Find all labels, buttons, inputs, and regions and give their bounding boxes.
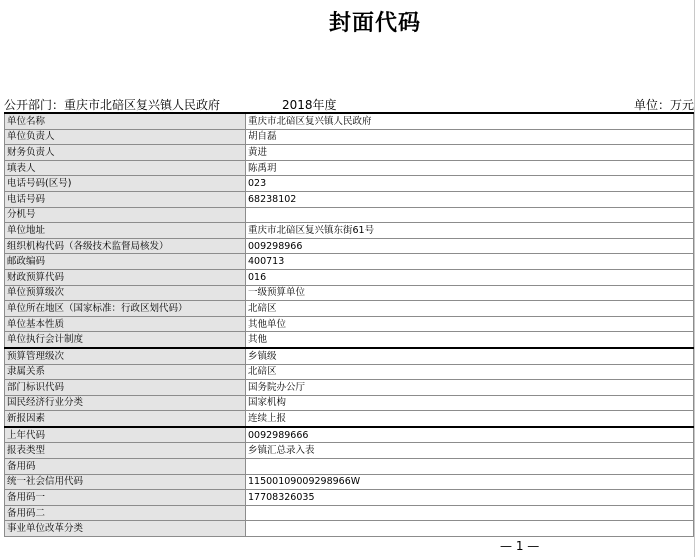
table-row xyxy=(5,129,694,145)
field-value: 连续上报 xyxy=(246,411,694,427)
table-row xyxy=(5,411,694,427)
field-value: 重庆市北碚区复兴镇人民政府 xyxy=(246,113,694,129)
table-row xyxy=(5,348,694,364)
field-label: 国民经济行业分类 xyxy=(5,395,246,411)
field-label: 邮政编码 xyxy=(5,254,246,270)
table-row xyxy=(5,395,694,411)
table-row xyxy=(5,160,694,176)
field-value: 陈禹玥 xyxy=(246,160,694,176)
table-row xyxy=(5,521,694,537)
table-row xyxy=(5,474,694,490)
table-row xyxy=(5,332,694,348)
page-title: 封面代码 xyxy=(328,11,421,36)
page-right-border xyxy=(694,0,695,557)
department-label: 公开部门：重庆市北碚区复兴镇人民政府 xyxy=(4,98,221,112)
field-label: 备用码 xyxy=(5,459,246,475)
field-label: 上年代码 xyxy=(5,427,246,443)
field-value: 国家机构 xyxy=(246,395,694,411)
table-row xyxy=(5,269,694,285)
field-value xyxy=(246,207,694,223)
table-row xyxy=(5,364,694,380)
table-row xyxy=(5,238,694,254)
field-label: 备用码二 xyxy=(5,505,246,521)
field-label: 隶属关系 xyxy=(5,364,246,380)
field-value: 黄进 xyxy=(246,145,694,161)
table-row xyxy=(5,285,694,301)
table-row xyxy=(5,459,694,475)
field-value: 68238102 xyxy=(246,191,694,207)
field-label: 预算管理级次 xyxy=(5,348,246,364)
field-value: 016 xyxy=(246,269,694,285)
field-value: 国务院办公厅 xyxy=(246,380,694,396)
field-label: 电话号码 xyxy=(5,191,246,207)
table-row xyxy=(5,380,694,396)
table-row xyxy=(5,176,694,192)
field-value: 北碚区 xyxy=(246,364,694,380)
table-row xyxy=(5,443,694,459)
field-label: 单位基本性质 xyxy=(5,316,246,332)
report-header xyxy=(4,96,694,112)
field-value: 17708326035 xyxy=(246,490,694,506)
field-label: 组织机构代码（各级技术监督局核发） xyxy=(5,238,246,254)
field-label: 单位所在地区（国家标准：行政区划代码） xyxy=(5,301,246,317)
table-row xyxy=(5,113,694,129)
table-row xyxy=(5,145,694,161)
field-value: 115001090092989​66W xyxy=(246,474,694,490)
field-label: 事业单位改革分类 xyxy=(5,521,246,537)
field-value: 023 xyxy=(246,176,694,192)
field-value: 其他 xyxy=(246,332,694,348)
report-year: 2018年度 xyxy=(282,98,337,112)
field-label: 单位执行会计制度 xyxy=(5,332,246,348)
table-row xyxy=(5,316,694,332)
field-label: 单位负责人 xyxy=(5,129,246,145)
field-value: 乡镇级 xyxy=(246,348,694,364)
field-value: 重庆市北碚区复兴镇东街61号 xyxy=(246,223,694,239)
cover-code-table-body xyxy=(5,113,694,537)
field-value: 北碚区 xyxy=(246,301,694,317)
field-value: 乡镇汇总录入表 xyxy=(246,443,694,459)
field-value: 400713 xyxy=(246,254,694,270)
field-label: 单位地址 xyxy=(5,223,246,239)
table-row xyxy=(5,223,694,239)
field-label: 报表类型 xyxy=(5,443,246,459)
field-value: 009298966 xyxy=(246,238,694,254)
field-label: 电话号码(区号) xyxy=(5,176,246,192)
field-label: 单位名称 xyxy=(5,113,246,129)
field-value: 0092989666 xyxy=(246,427,694,443)
table-row xyxy=(5,207,694,223)
field-label: 备用码一 xyxy=(5,490,246,506)
field-label: 财政预算代码 xyxy=(5,269,246,285)
field-label: 统一社会信用代码 xyxy=(5,474,246,490)
field-label: 财务负责人 xyxy=(5,145,246,161)
field-value xyxy=(246,505,694,521)
page-number: — 1 — xyxy=(500,539,540,553)
field-label: 新报因素 xyxy=(5,411,246,427)
field-label: 填表人 xyxy=(5,160,246,176)
field-value xyxy=(246,521,694,537)
field-label: 单位预算级次 xyxy=(5,285,246,301)
table-row xyxy=(5,490,694,506)
field-value: 其他单位 xyxy=(246,316,694,332)
field-label: 分机号 xyxy=(5,207,246,223)
field-value: 一级预算单位 xyxy=(246,285,694,301)
cover-code-table xyxy=(4,112,694,537)
table-row xyxy=(5,505,694,521)
table-row xyxy=(5,427,694,443)
field-label: 部门标识代码 xyxy=(5,380,246,396)
table-row xyxy=(5,254,694,270)
field-value xyxy=(246,459,694,475)
table-row xyxy=(5,191,694,207)
field-value: 胡自磊 xyxy=(246,129,694,145)
currency-unit: 单位：万元 xyxy=(633,98,694,112)
table-row xyxy=(5,301,694,317)
